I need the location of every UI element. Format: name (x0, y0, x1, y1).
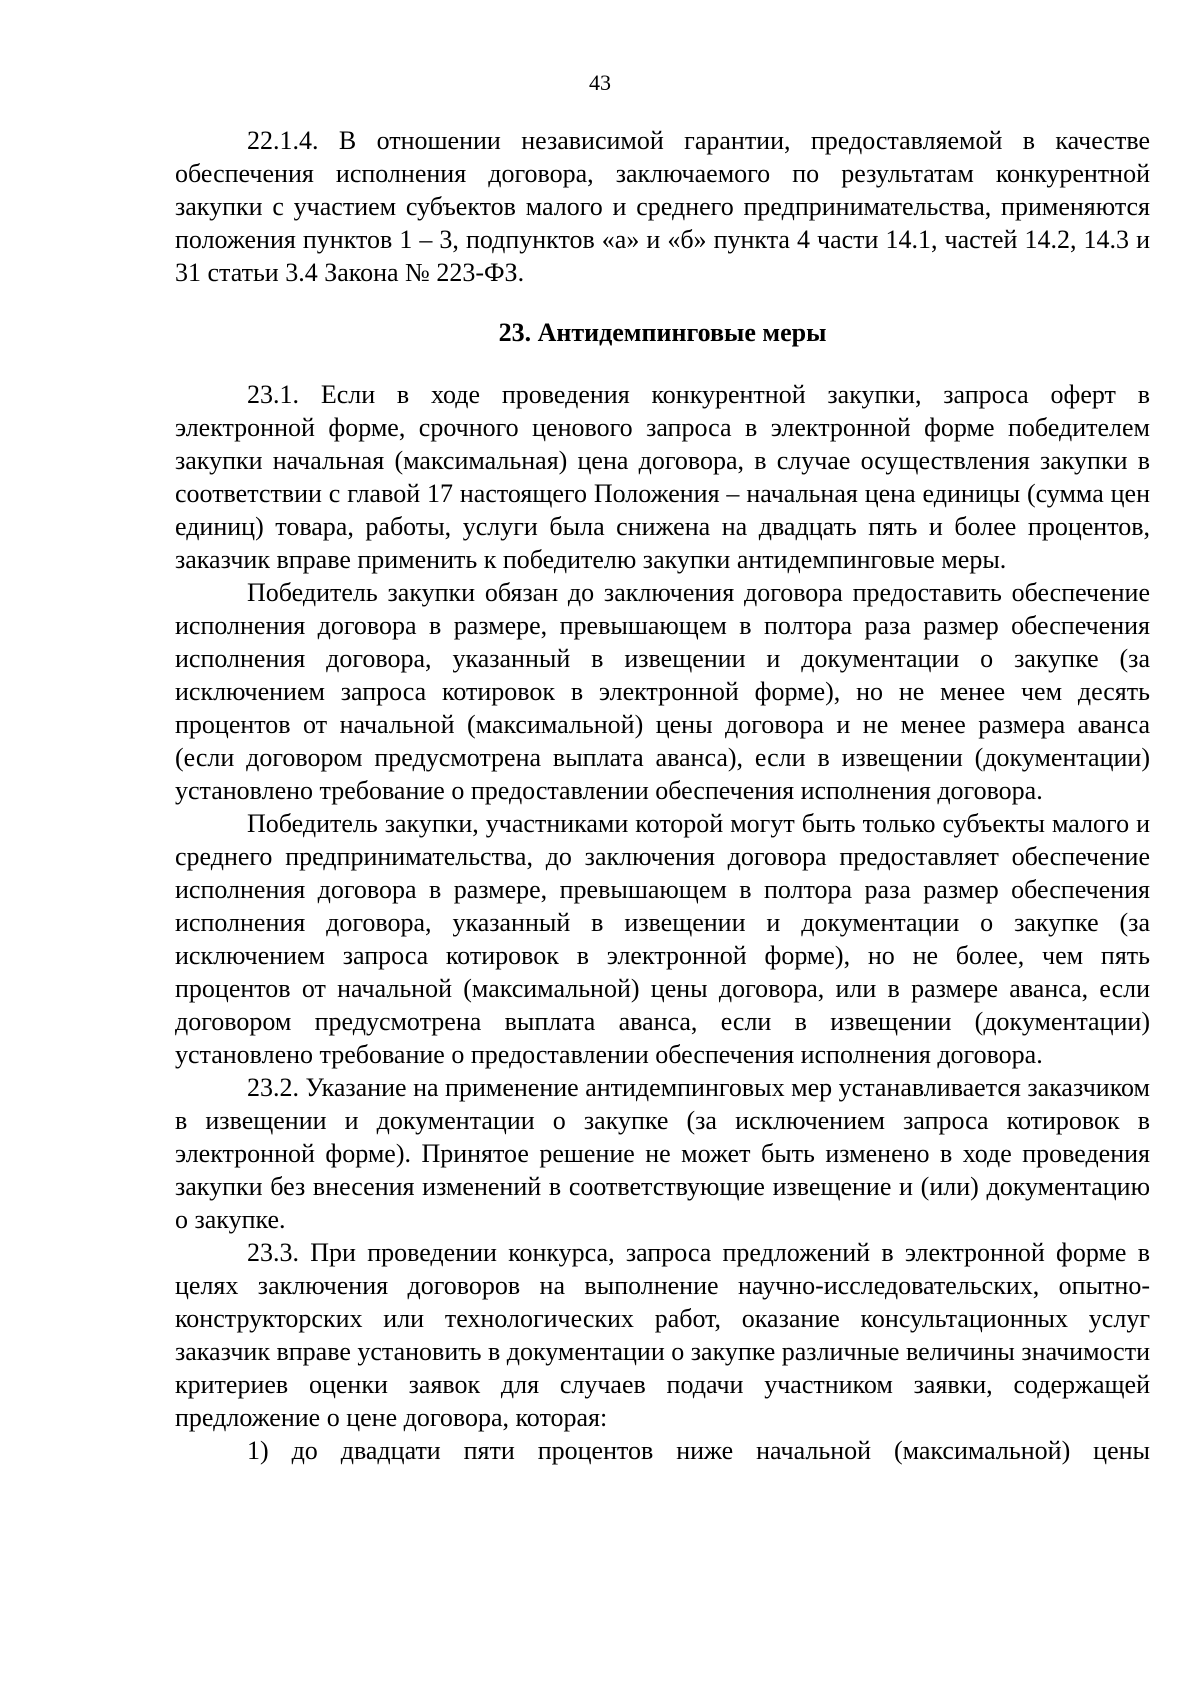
page-number: 43 (589, 70, 611, 95)
paragraph-23-3-item-1: 1) до двадцати пяти процентов ниже начальной (максимальной) цены (247, 1436, 1150, 1465)
paragraph-22-1-4: 22.1.4. В отношении независимой гарантии, предоставляемой в качестве обеспечения исполнения договора, заключаемого по результатам конкурентной закупки с участием субъектов малого и среднего предпринимательства, применяются положения пунктов 1 – 3, подпунктов «а» и «б» пункта 4 части 14.1, частей 14.2, 14.3 и 31 статьи 3.4 Закона № 223-ФЗ. (175, 126, 1150, 287)
paragraph-23-3: 23.3. При проведении конкурса, запроса предложений в электронной форме в целях заключения договоров на выполнение научно-исследовательских, опытно-конструкторских или технологических работ, оказание консультационных услуг заказчик вправе установить в документации о закупке различные величины значимости критериев оценки заявок для случаев подачи участником заявки, содержащей предложение о цене договора, которая: (175, 1238, 1150, 1432)
section-heading-23: 23. Антидемпинговые меры (498, 318, 827, 347)
document-body (175, 124, 1150, 1467)
paragraph-23-2: 23.2. Указание на применение антидемпинговых мер устанавливается заказчиком в извещении и документации о закупке (за исключением запроса котировок в электронной форме). Принятое решение не может быть изменено в ходе проведения закупки без внесения изменений в соответствующие извещение и (или) документацию о закупке. (175, 1073, 1150, 1234)
paragraph-23-1: 23.1. Если в ходе проведения конкурентной закупки, запроса оферт в электронной форме, срочного ценового запроса в электронной форме победителем закупки начальная (максимальная) цена договора, в случае осуществления закупки в соответствии с главой 17 настоящего Положения – начальная цена единицы (сумма цен единиц) товара, работы, услуги была снижена на двадцать пять и более процентов, заказчик вправе применить к победителю закупки антидемпинговые меры. (175, 380, 1150, 574)
paragraph-23-1-sme-winner-security: Победитель закупки, участниками которой могут быть только субъекты малого и среднего предпринимательства, до заключения договора предоставляет обеспечение исполнения договора в размере, превышающем в полтора раза размер обеспечения исполнения договора, указанный в извещении и документации о закупке (за исключением запроса котировок в электронной форме), но не более, чем пять процентов от начальной (максимальной) цены договора, или в размере аванса, если договором предусмотрена выплата аванса, если в извещении (документации) установлено требование о предоставлении обеспечения исполнения договора. (175, 809, 1150, 1069)
paragraph-23-1-winner-security: Победитель закупки обязан до заключения договора предоставить обеспечение исполнения договора в размере, превышающем в полтора раза размер обеспечения исполнения договора, указанный в извещении и документации о закупке (за исключением запроса котировок в электронной форме), но не менее чем десять процентов от начальной (максимальной) цены договора и не менее размера аванса (если договором предусмотрена выплата аванса), если в извещении (документации) установлено требование о предоставлении обеспечения исполнения договора. (175, 578, 1150, 805)
